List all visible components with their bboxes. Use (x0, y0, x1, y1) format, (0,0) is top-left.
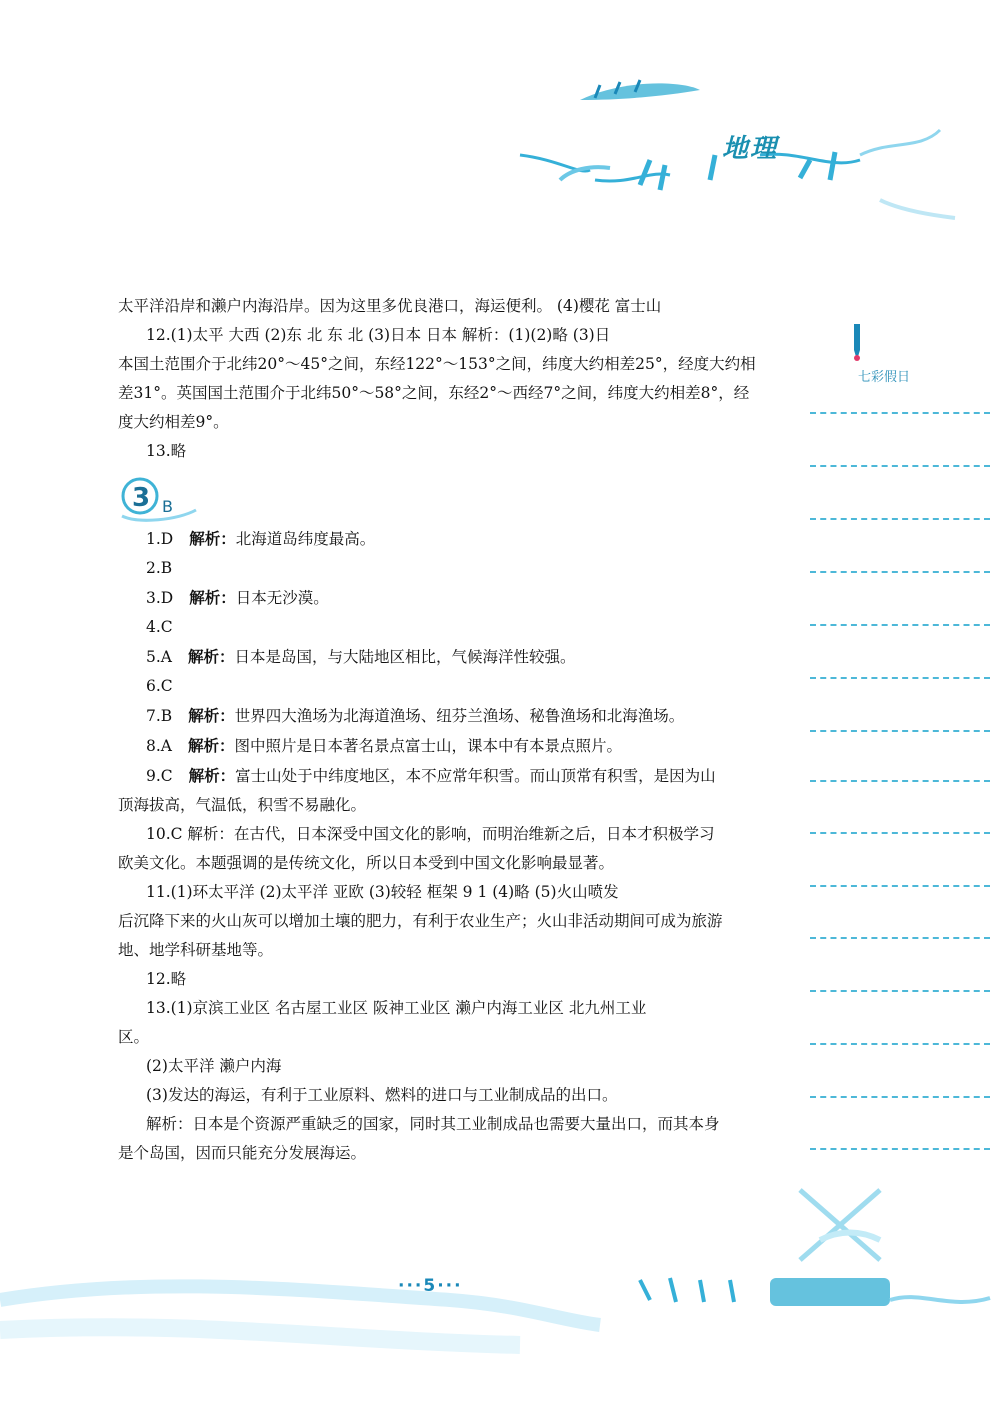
note-line (810, 1148, 990, 1150)
text-line: 地、地学科研基地等。 (118, 941, 274, 959)
answer-num: 3.D (146, 589, 174, 607)
answer-item (118, 642, 758, 672)
analysis-label: 解析： (189, 529, 236, 548)
answer-item (118, 701, 758, 731)
text-line: 顶海拔高，气温低，积雪不易融化。 (118, 796, 367, 814)
answer-num: 2.B (146, 559, 173, 577)
note-line (810, 518, 990, 520)
answer-num: 8.A (146, 737, 172, 755)
text-line: 12.略 (146, 970, 187, 988)
analysis-label: 解析： (187, 736, 235, 755)
text-line: (2)太平洋 濑户内海 (146, 1057, 282, 1075)
answer-num: 6.C (146, 677, 173, 695)
analysis-label: 解析： (188, 766, 236, 785)
answer-text: 图中照片是日本著名景点富士山，课本中有本景点照片。 (234, 737, 623, 755)
note-line (810, 1043, 990, 1045)
answer-num: 7.B (146, 707, 173, 725)
answer-item (118, 524, 758, 554)
text-line: 13.略 (146, 442, 187, 460)
answer-num: 9.C (146, 767, 173, 785)
page-number: ···5··· (398, 1276, 463, 1296)
note-line (810, 730, 990, 732)
answer-item (118, 731, 758, 761)
text-line: 本国土范围介于北纬20°～45°之间，东经122°～153°之间，纬度大约相差25°，经度大约相 (118, 355, 756, 373)
answer-text: 日本是岛国，与大陆地区相比，气候海洋性较强。 (234, 648, 576, 666)
note-line (810, 937, 990, 939)
answer-num: 1.D (146, 530, 174, 548)
answer-item (118, 554, 758, 583)
answer-content (118, 292, 758, 1168)
text-line: 太平洋沿岸和濑户内海沿岸。因为这里多优良港口，海运便利。 (4)樱花 富士山 (118, 297, 662, 315)
note-line (810, 990, 990, 992)
text-line: 13.(1)京滨工业区 名古屋工业区 阪神工业区 濑户内海工业区 北九州工业 (146, 999, 647, 1017)
text-line: 差31°。英国国土范围介于北纬50°～58°之间，东经2°～西经7°之间，纬度大约相差8°，经 (118, 384, 750, 402)
answer-text: 北海道岛纬度最高。 (235, 530, 376, 548)
text-line: 后沉降下来的火山灰可以增加土壤的肥力，有利于农业生产；火山非活动期间可成为旅游 (118, 912, 723, 930)
note-line (810, 1096, 990, 1098)
text-line: 11.(1)环太平洋 (2)太平洋 亚欧 (3)较轻 框架 9 1 (4)略 (5)火山喷发 (146, 883, 619, 901)
note-line (810, 571, 990, 573)
text-line: 是个岛国，因而只能充分发展海运。 (118, 1144, 367, 1162)
analysis-label: 解析： (187, 647, 235, 666)
text-line: 度大约相差9°。 (118, 413, 229, 431)
note-line (810, 832, 990, 834)
text-line: 10.C 解析：在古代，日本深受中国文化的影响，而明治维新之后，日本才积极学习 (146, 825, 715, 843)
text-line: 区。 (118, 1028, 150, 1046)
note-line (810, 780, 990, 782)
answer-text: 世界四大渔场为北海道渔场、纽芬兰渔场、秘鲁渔场和北海渔场。 (234, 707, 685, 725)
footer-decoration (0, 1180, 1000, 1407)
answer-text: 富士山处于中纬度地区，本不应常年积雪。而山顶常有积雪，是因为山 (235, 767, 716, 785)
answer-item (118, 672, 758, 701)
pen-icon (848, 322, 868, 364)
subject-title: 地理 (722, 134, 779, 164)
note-line (810, 885, 990, 887)
answer-text: 日本无沙漠。 (235, 589, 329, 607)
analysis-label: 解析： (188, 706, 235, 725)
side-label: 七彩假日 (858, 370, 911, 385)
text-line: (3)发达的海运，有利于工业原料、燃料的进口与工业制成品的出口。 (146, 1086, 618, 1104)
answer-item (118, 613, 758, 642)
answer-num: 4.C (146, 618, 173, 636)
answer-num: 5.A (146, 648, 172, 666)
answer-item (118, 583, 758, 613)
text-line: 欧美文化。本题强调的是传统文化，所以日本受到中国文化影响最显著。 (118, 854, 615, 872)
note-line (810, 465, 990, 467)
note-line (810, 412, 990, 414)
answer-item (118, 761, 758, 791)
section-letter: B (162, 497, 173, 516)
text-line: 12.(1)太平 大西 (2)东 北 东 北 (3)日本 日本 解析：(1)(2)略 (3)日 (146, 326, 611, 344)
note-line (810, 624, 990, 626)
analysis-label: 解析： (189, 588, 236, 607)
text-line: 解析：日本是个资源严重缺乏的国家，同时其工业制成品也需要大量出口，而其本身 (146, 1115, 720, 1133)
note-line (810, 677, 990, 679)
section-number: 3 (132, 483, 151, 513)
